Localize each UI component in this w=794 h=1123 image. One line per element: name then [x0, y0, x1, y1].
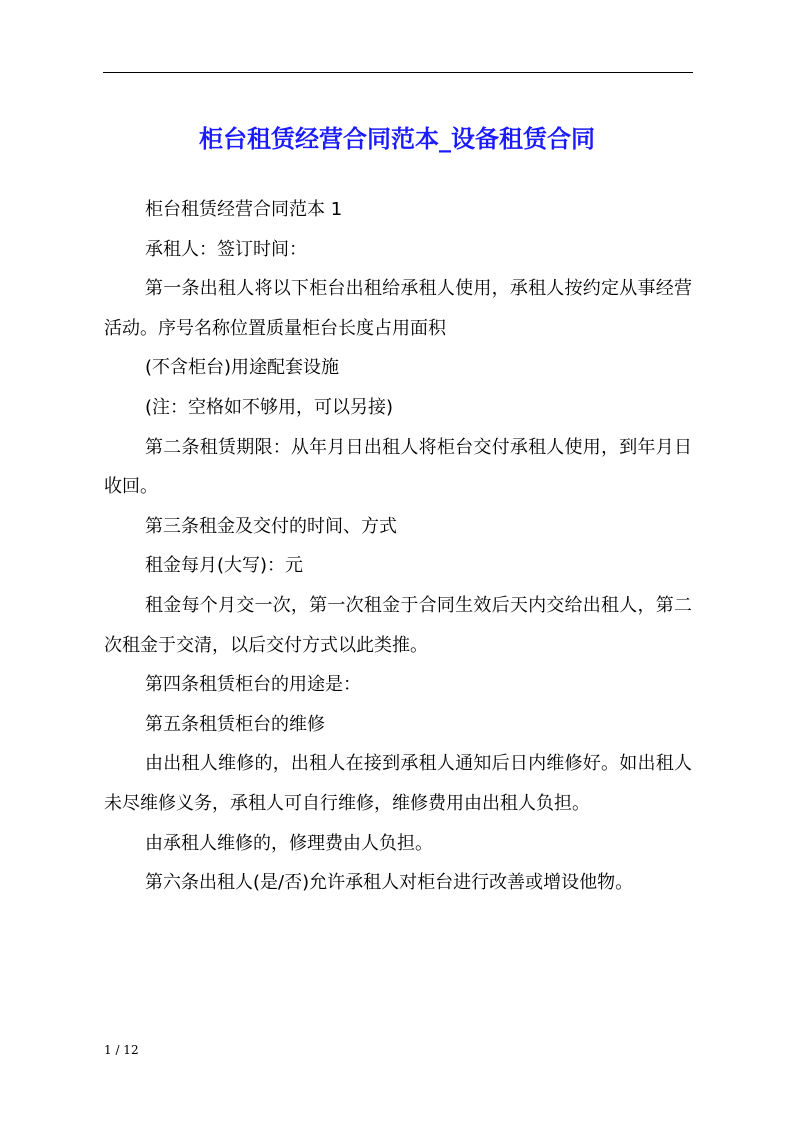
- header-rule: [103, 72, 693, 73]
- paragraph: 第四条租赁柜台的用途是：: [145, 674, 361, 696]
- paragraph: 承租人：签订时间：: [145, 238, 307, 260]
- paragraph: 第一条出租人将以下柜台出租给承租人使用，承租人按约定从事经营活动。序号名称位置质量柜台长度占用面积: [104, 278, 692, 339]
- paragraph: 第三条租金及交付的时间、方式: [145, 515, 397, 537]
- paragraph: 柜台租赁经营合同范本 1: [145, 199, 343, 220]
- paragraph: (不含柜台)用途配套设施: [145, 357, 340, 379]
- paragraph: 由出租人维修的，出租人在接到承租人通知后日内维修好。如出租人未尽维修义务，承租人可自行维修，维修费用由出租人负担。: [104, 753, 692, 814]
- paragraph: (注：空格如不够用，可以另接): [145, 396, 394, 418]
- paragraph: 租金每个月交一次，第一次租金于合同生效后天内交给出租人，第二次租金于交清，以后交付方式以此类推。: [104, 594, 692, 656]
- paragraph: 第六条出租人(是/否)允许承租人对柜台进行改善或增设他物。: [145, 872, 634, 894]
- page-number: 1 / 12: [104, 1043, 139, 1057]
- paragraph: 租金每月(大写)：元: [145, 555, 304, 577]
- document-body: [104, 190, 692, 903]
- paragraph: 由承租人维修的，修理费由人负担。: [145, 832, 433, 854]
- paragraph: 第五条租赁柜台的维修: [145, 713, 325, 735]
- paragraph: 第二条租赁期限：从年月日出租人将柜台交付承租人使用，到年月日收回。: [104, 436, 692, 498]
- document-title: 柜台租赁经营合同范本_设备租赁合同: [199, 125, 595, 154]
